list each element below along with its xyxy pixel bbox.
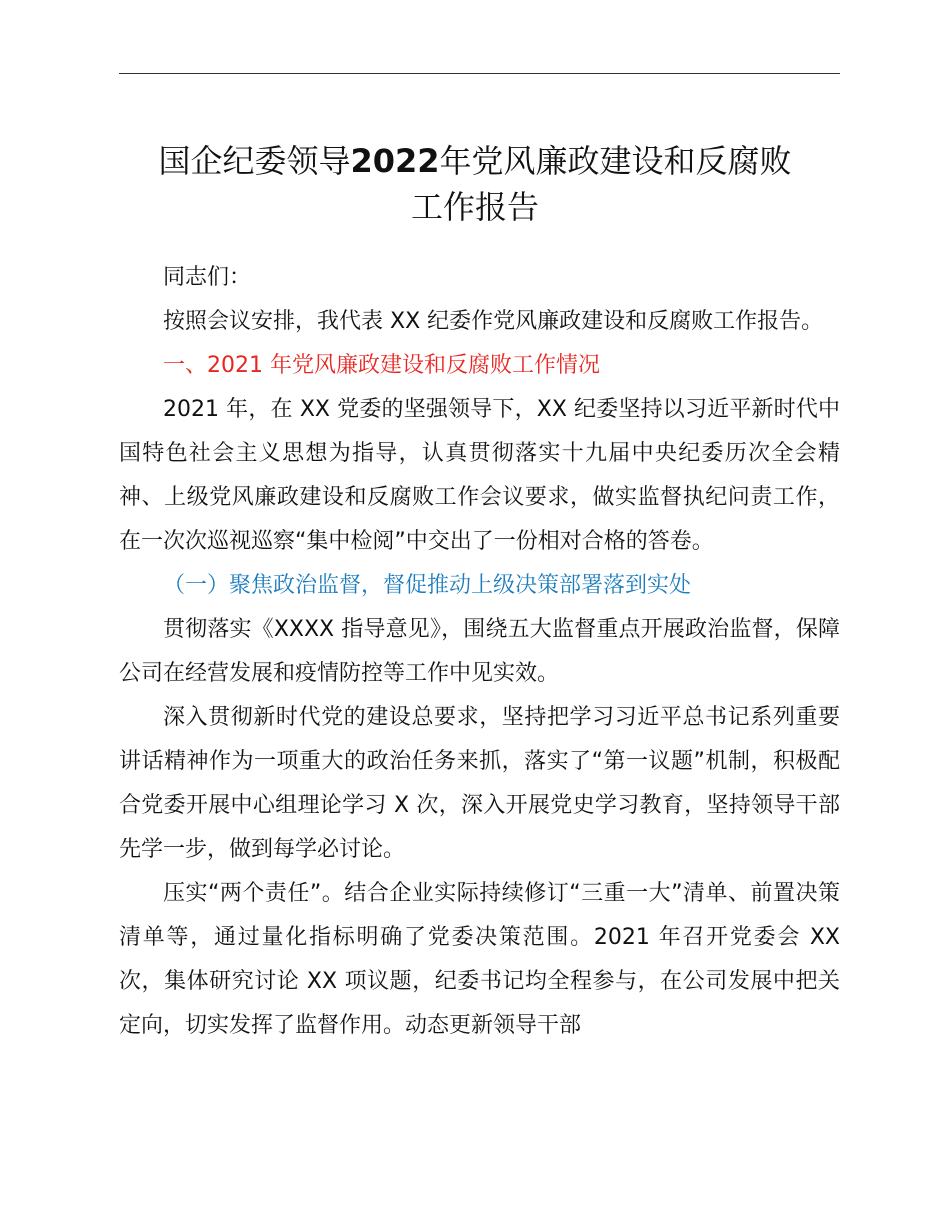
intro-paragraph: 按照会议安排，我代表 XX 纪委作党风廉政建设和反腐败工作报告。 xyxy=(163,309,824,334)
paragraph-2: 贯彻落实《XXXX 指导意见》，围绕五大监督重点开展政治监督，保障公司在经营发展和疫情防控等工作中见实效。 xyxy=(119,617,840,686)
title-part1: 国企纪委领导 xyxy=(158,142,351,180)
header-rule xyxy=(119,73,840,74)
title-year: 2022 xyxy=(350,142,440,180)
subsection-heading-1: （一）聚焦政治监督，督促推动上级决策部署落到实处 xyxy=(163,573,692,598)
document-body xyxy=(119,256,840,1048)
paragraph-1: 2021 年，在 XX 党委的坚强领导下，XX 纪委坚持以习近平新时代中国特色社会主义思想为指导，认真贯彻落实十九届中央纪委历次全会精神、上级党风廉政建设和反腐败工作会议要求，做实监督执纪问责工作，在一次次巡视巡察“集中检阅”中交出了一份相对合格的答卷。 xyxy=(119,397,840,554)
salutation: 同志们： xyxy=(163,265,252,290)
paragraph-4: 压实“两个责任”。结合企业实际持续修订“三重一大”清单、前置决策清单等，通过量化指标明确了党委决策范围。2021 年召开党委会 XX 次，集体研究讨论 XX 项议题，纪委书记均全程参与，在公司发展中把关定向，切实发挥了监督作用。动态更新领导干部 xyxy=(119,881,840,1038)
title-line2: 工作报告 xyxy=(410,188,539,226)
title-part2: 年党风廉政建设和反腐败 xyxy=(439,142,792,180)
paragraph-3: 深入贯彻新时代党的建设总要求，坚持把学习习近平总书记系列重要讲话精神作为一项重大的政治任务来抓，落实了“第一议题”机制，积极配合党委开展中心组理论学习 X 次，深入开展党史学习教育，坚持领导干部先学一步，做到每学必讨论。 xyxy=(119,705,840,862)
document-title xyxy=(100,138,850,230)
section-heading-1: 一、2021 年党风廉政建设和反腐败工作情况 xyxy=(163,353,600,378)
